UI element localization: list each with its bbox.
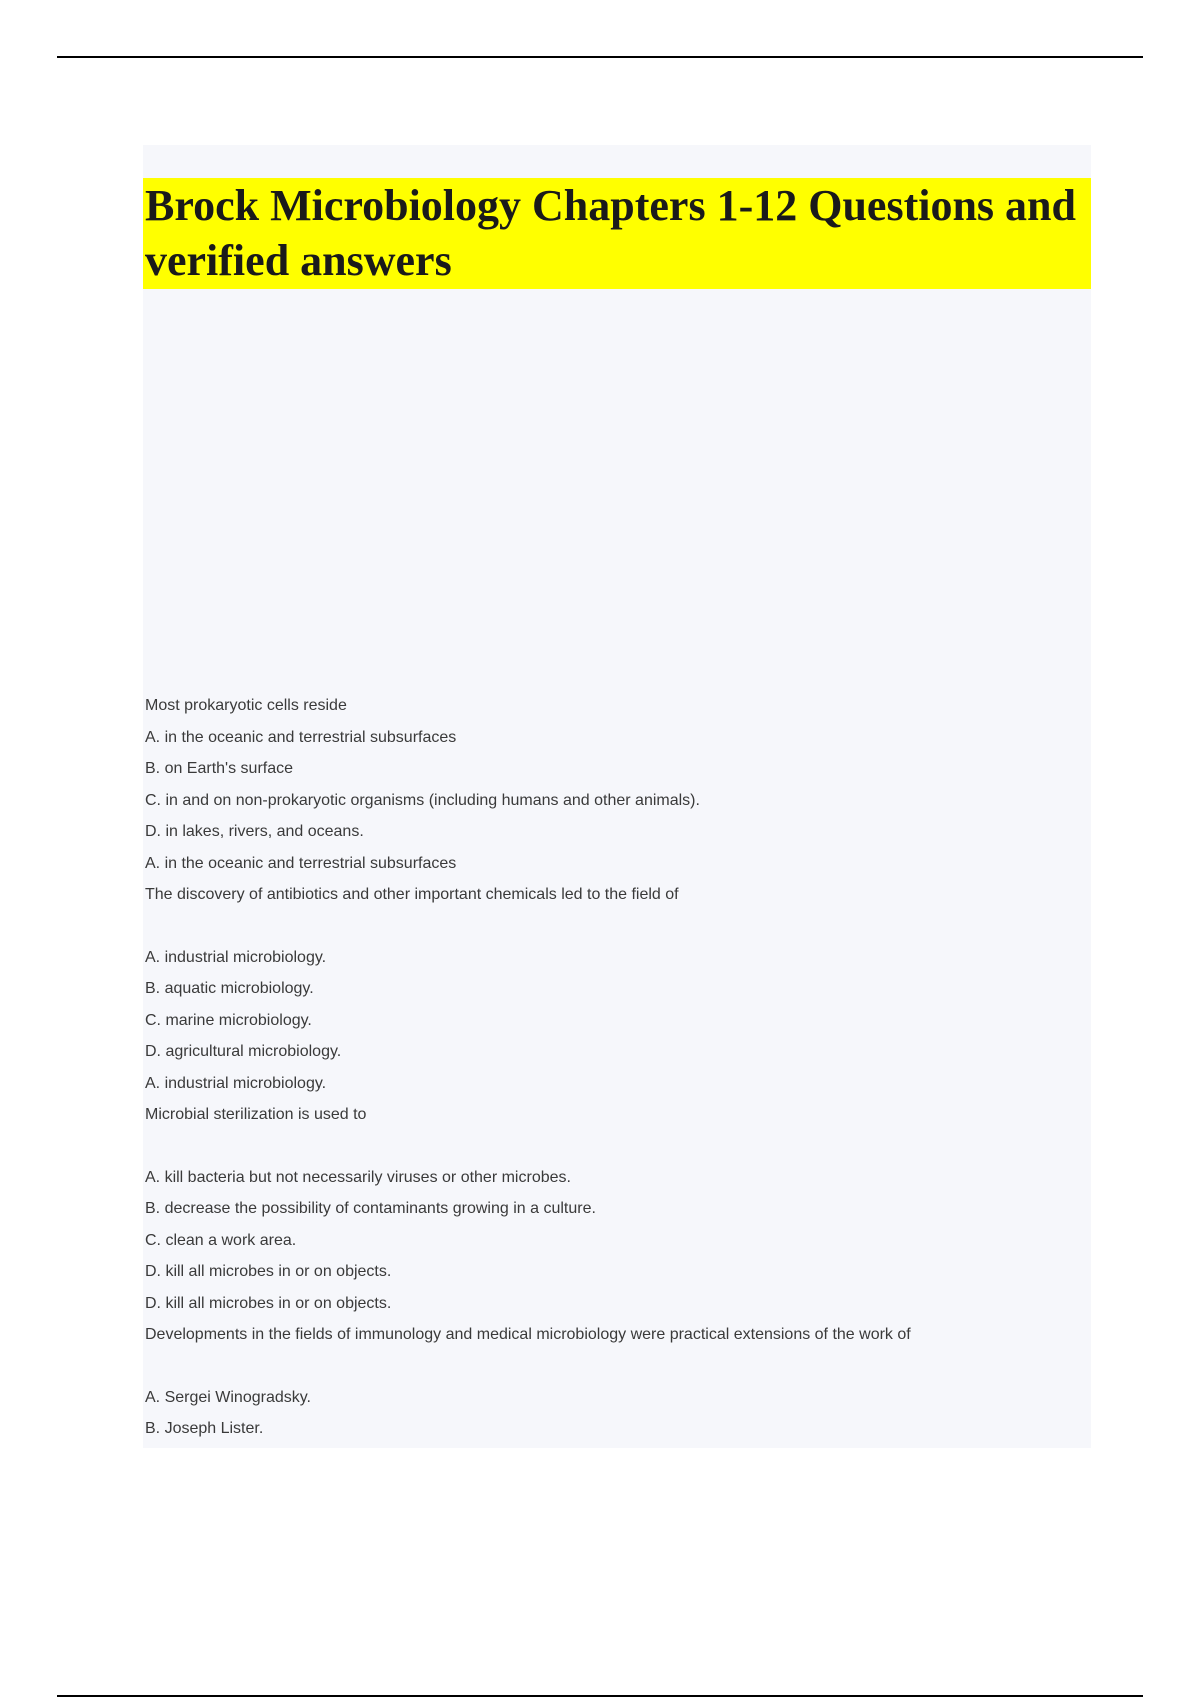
question-answer-list xyxy=(145,690,1085,1445)
answer-option: B. on Earth's surface xyxy=(145,760,294,777)
answer-option: D. kill all microbes in or on objects. xyxy=(145,1263,392,1280)
answer-option: A. in the oceanic and terrestrial subsurfaces xyxy=(145,728,457,746)
content-panel xyxy=(143,145,1091,1448)
question-stem: Developments in the fields of immunology and medical microbiology were practical extensions of the work of xyxy=(145,1326,911,1343)
answer-option: C. marine microbiology. xyxy=(145,1011,312,1029)
answer-option: C. in and on non-prokaryotic organisms (including humans and other animals). xyxy=(145,791,700,809)
answer-option: B. aquatic microbiology. xyxy=(145,980,314,997)
answer-option: B. decrease the possibility of contaminants growing in a culture. xyxy=(145,1200,596,1217)
verified-answer: A. industrial microbiology. xyxy=(145,1074,327,1092)
answer-option: D. agricultural microbiology. xyxy=(145,1043,342,1060)
document-title: Brock Microbiology Chapters 1-12 Questions and verified answers xyxy=(145,181,1076,285)
answer-option: B. Joseph Lister. xyxy=(145,1420,264,1437)
answer-option: D. in lakes, rivers, and oceans. xyxy=(145,823,364,840)
question-stem: Most prokaryotic cells reside xyxy=(145,697,347,714)
bottom-rule xyxy=(57,1695,1143,1697)
verified-answer: D. kill all microbes in or on objects. xyxy=(145,1294,392,1312)
answer-option: A. kill bacteria but not necessarily viruses or other microbes. xyxy=(145,1168,571,1186)
answer-option: A. industrial microbiology. xyxy=(145,948,327,966)
question-stem: Microbial sterilization is used to xyxy=(145,1106,367,1123)
top-rule xyxy=(57,56,1143,58)
verified-answer: A. in the oceanic and terrestrial subsurfaces xyxy=(145,854,457,872)
answer-option: C. clean a work area. xyxy=(145,1231,297,1249)
answer-option: A. Sergei Winogradsky. xyxy=(145,1388,311,1406)
question-stem: The discovery of antibiotics and other important chemicals led to the field of xyxy=(145,886,679,903)
title-highlight xyxy=(143,178,1091,289)
